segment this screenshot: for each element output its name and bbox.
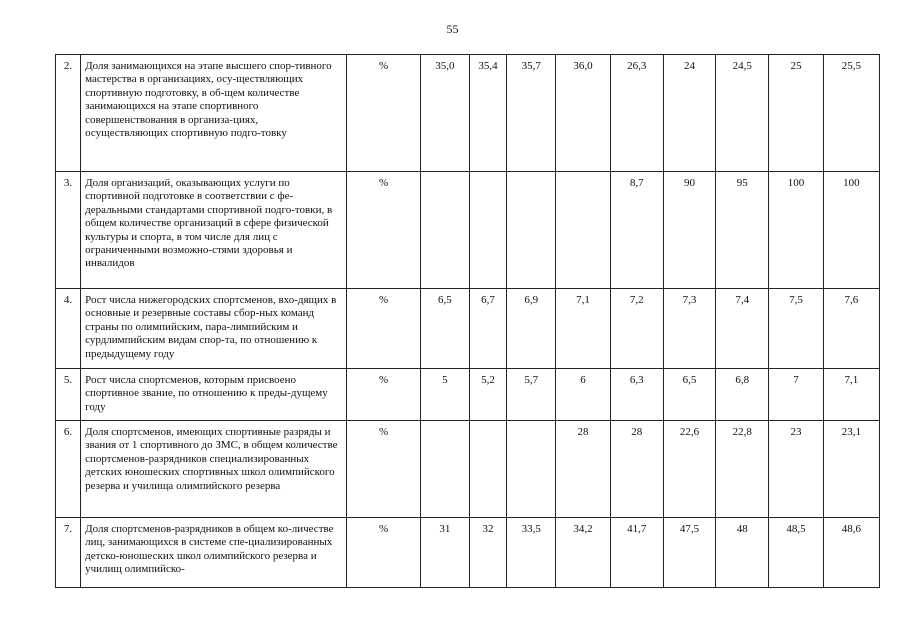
- value-cell: [507, 421, 556, 518]
- indicator-text: Рост числа спортсменов, которым присвоено спортивное звание, по отношению к преды-дущему году: [81, 369, 347, 421]
- value-cell: 100: [823, 172, 879, 289]
- value-cell: 24,5: [716, 55, 769, 172]
- unit-cell: %: [347, 289, 420, 369]
- value-cell: 26,3: [610, 55, 663, 172]
- value-cell: 48: [716, 518, 769, 588]
- indicator-text: Доля спортсменов, имеющих спортивные разряды и звания от 1 спортивного до ЗМС, в общем количестве спортсменов-разрядников специализированных детских юношеских спортивных школ олимпийского резерва и училища олимпийского резерва: [81, 421, 347, 518]
- value-cell: [420, 421, 469, 518]
- value-cell: 7,5: [769, 289, 823, 369]
- value-cell: 28: [556, 421, 610, 518]
- value-cell: [507, 172, 556, 289]
- table-row: [56, 55, 880, 172]
- indicator-text: Доля занимающихся на этапе высшего спор-тивного мастерства в организациях, осу-ществляющих спортивную подготовку, в об-щем количестве занимающихся на этапе спортивного совершенствования в организа-циях, осуществляющих спортивную подго-товку: [81, 55, 347, 172]
- row-number: 5.: [56, 369, 81, 421]
- indicators-table: [55, 54, 880, 588]
- row-number: 4.: [56, 289, 81, 369]
- value-cell: 31: [420, 518, 469, 588]
- table-row: [56, 369, 880, 421]
- value-cell: 47,5: [663, 518, 715, 588]
- table-row: [56, 172, 880, 289]
- unit-cell: %: [347, 421, 420, 518]
- table-row: [56, 421, 880, 518]
- value-cell: 6,5: [663, 369, 715, 421]
- row-number: 6.: [56, 421, 81, 518]
- row-number: 3.: [56, 172, 81, 289]
- value-cell: 35,7: [507, 55, 556, 172]
- table-row: [56, 518, 880, 588]
- indicator-text: Доля организаций, оказывающих услуги по спортивной подготовке в соответствии с фе-деральными стандартами спортивной подго-товки, в общем количестве организаций в сфере физической культуры и спорта, в том числе для лиц с ограниченными возможно-стями здоровья и инвалидов: [81, 172, 347, 289]
- value-cell: 35,4: [469, 55, 506, 172]
- unit-cell: %: [347, 172, 420, 289]
- value-cell: 23,1: [823, 421, 879, 518]
- value-cell: 7: [769, 369, 823, 421]
- value-cell: 35,0: [420, 55, 469, 172]
- value-cell: 7,3: [663, 289, 715, 369]
- value-cell: [469, 172, 506, 289]
- unit-cell: %: [347, 369, 420, 421]
- indicator-text: Рост числа нижегородских спортсменов, вхо-дящих в основные и резервные составы сбор-ных команд страны по олимпийским, пара-лимпийским и сурдлимпийским видам спор-та, по отношению к предыдущему году: [81, 289, 347, 369]
- value-cell: 34,2: [556, 518, 610, 588]
- value-cell: 6: [556, 369, 610, 421]
- value-cell: 23: [769, 421, 823, 518]
- value-cell: 95: [716, 172, 769, 289]
- row-number: 2.: [56, 55, 81, 172]
- value-cell: [556, 172, 610, 289]
- value-cell: 25: [769, 55, 823, 172]
- value-cell: 90: [663, 172, 715, 289]
- value-cell: 5: [420, 369, 469, 421]
- value-cell: 7,2: [610, 289, 663, 369]
- value-cell: 6,9: [507, 289, 556, 369]
- value-cell: [420, 172, 469, 289]
- value-cell: 6,3: [610, 369, 663, 421]
- value-cell: 6,7: [469, 289, 506, 369]
- unit-cell: %: [347, 518, 420, 588]
- row-number: 7.: [56, 518, 81, 588]
- value-cell: 24: [663, 55, 715, 172]
- value-cell: 8,7: [610, 172, 663, 289]
- value-cell: 6,8: [716, 369, 769, 421]
- table-row: [56, 289, 880, 369]
- value-cell: 22,8: [716, 421, 769, 518]
- value-cell: 100: [769, 172, 823, 289]
- value-cell: 5,7: [507, 369, 556, 421]
- value-cell: 36,0: [556, 55, 610, 172]
- value-cell: [469, 421, 506, 518]
- value-cell: 7,1: [556, 289, 610, 369]
- unit-cell: %: [347, 55, 420, 172]
- value-cell: 32: [469, 518, 506, 588]
- value-cell: 5,2: [469, 369, 506, 421]
- value-cell: 7,4: [716, 289, 769, 369]
- page-number: 55: [446, 22, 459, 36]
- value-cell: 48,5: [769, 518, 823, 588]
- value-cell: 48,6: [823, 518, 879, 588]
- value-cell: 7,6: [823, 289, 879, 369]
- value-cell: 25,5: [823, 55, 879, 172]
- value-cell: 33,5: [507, 518, 556, 588]
- value-cell: 6,5: [420, 289, 469, 369]
- value-cell: 41,7: [610, 518, 663, 588]
- indicator-text: Доля спортсменов-разрядников в общем ко-личестве лиц, занимающихся в системе спе-циализированных детско-юношеских школ олимпийского резерва и училищ олимпийско-: [81, 518, 347, 588]
- value-cell: 7,1: [823, 369, 879, 421]
- value-cell: 28: [610, 421, 663, 518]
- value-cell: 22,6: [663, 421, 715, 518]
